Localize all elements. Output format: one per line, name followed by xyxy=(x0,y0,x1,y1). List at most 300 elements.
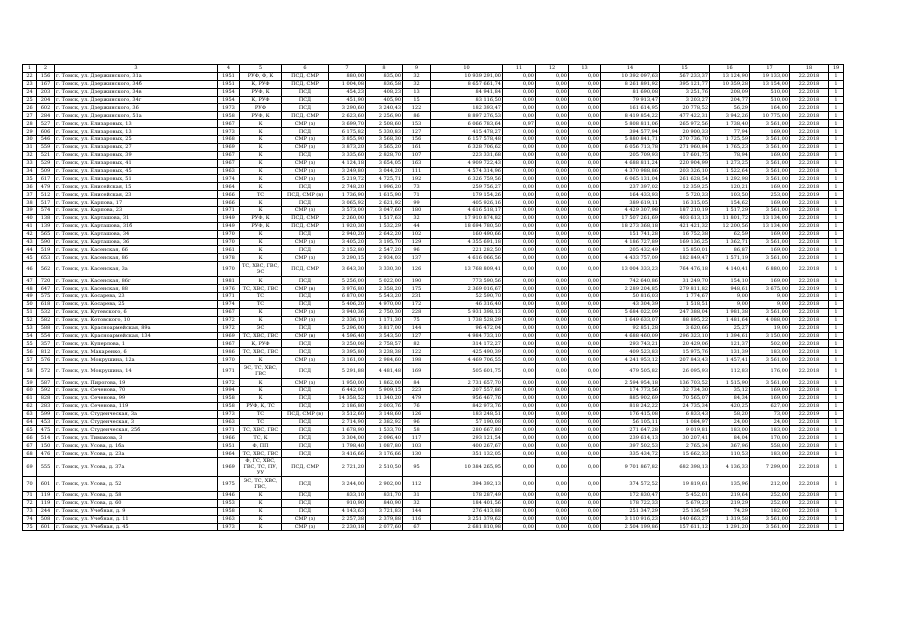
table-cell: 1 xyxy=(829,277,844,285)
table-row xyxy=(23,143,844,151)
table-cell: 1968 xyxy=(218,136,240,144)
table-cell: 5 296,00 xyxy=(329,324,366,332)
table-cell: 17 601,75 xyxy=(660,151,710,159)
table-cell: 475 xyxy=(37,426,55,434)
table-cell: 16 752,38 xyxy=(660,230,710,238)
table-cell: 198 xyxy=(403,356,431,364)
table-cell: 1 xyxy=(829,293,844,301)
table-cell: СМР (з) xyxy=(282,308,329,316)
table-cell: 405,90 xyxy=(366,96,403,104)
table-cell: 1 xyxy=(829,507,844,515)
table-cell: 1 xyxy=(829,104,844,112)
table-cell: 0,00 xyxy=(536,191,569,199)
table-cell: 58 xyxy=(23,364,37,379)
table-row xyxy=(23,207,844,215)
table-cell: 477 422,31 xyxy=(660,112,710,120)
table-row xyxy=(23,418,844,426)
table-cell: 13 004 333,23 xyxy=(601,262,660,277)
table-cell: 567 233,37 xyxy=(660,72,710,80)
table-cell: СМР (з) xyxy=(282,120,329,128)
table-cell: 1 950,00 xyxy=(329,379,366,387)
table-cell: 76 xyxy=(403,402,431,410)
table-cell: 0,00 xyxy=(569,254,601,262)
table-cell: 510,00 xyxy=(750,96,790,104)
table-cell: 1 649 633,07 xyxy=(601,316,660,324)
table-cell: 0,00 xyxy=(503,386,536,394)
table-cell: 52 xyxy=(23,316,37,324)
table-cell: 252,00 xyxy=(750,499,790,507)
table-cell: г. Томск, ул. Макаренко, 6 xyxy=(55,348,218,356)
table-cell: 52 590,70 xyxy=(431,293,503,301)
table-cell: 0,00 xyxy=(503,300,536,308)
table-cell: РУФ xyxy=(240,104,282,112)
table-cell: 69 xyxy=(23,457,37,476)
table-cell: 1 xyxy=(829,214,844,222)
table-cell: 0,00 xyxy=(536,300,569,308)
table-cell: 1 xyxy=(829,324,844,332)
table-cell: Ф, ГС, ХВС, ГВС, ТС, ПУ, УУ xyxy=(240,457,282,476)
table-cell: 0,00 xyxy=(503,426,536,434)
table-cell: 2 748,20 xyxy=(329,183,366,191)
table-cell: 16 315,05 xyxy=(660,199,710,207)
table-cell: 0,00 xyxy=(569,457,601,476)
table-cell: 0,00 xyxy=(503,143,536,151)
table-cell: 0,00 xyxy=(536,262,569,277)
table-cell: 13 xyxy=(403,88,431,96)
table-cell: 205 432,49 xyxy=(601,246,660,254)
table-cell: СМР (з) xyxy=(282,523,329,531)
table-cell: 2 902,00 xyxy=(366,476,403,491)
table-cell: 351 132,05 xyxy=(431,450,503,458)
table-cell: ТС xyxy=(240,293,282,301)
table-cell: 22.2018 xyxy=(790,515,829,523)
table-cell: 22 xyxy=(23,72,37,80)
table-cell: г. Томск, ул. Учебная, д. 45 xyxy=(55,523,218,531)
table-cell: РУФ, Ф, К xyxy=(240,72,282,80)
table-cell: 182,00 xyxy=(750,507,790,515)
table-cell: 22.2018 xyxy=(790,418,829,426)
table-cell: 0,00 xyxy=(569,308,601,316)
table-cell: 1994 xyxy=(218,386,240,394)
table-cell: 335 434,72 xyxy=(601,450,660,458)
table-cell: К xyxy=(240,316,282,324)
table-cell: 46 316,40 xyxy=(431,300,503,308)
table-cell: 119 xyxy=(37,491,55,499)
table-cell: 5 808 811,06 xyxy=(601,120,660,128)
table-cell: 9,00 xyxy=(710,293,750,301)
table-cell: ПСД xyxy=(282,386,329,394)
table-cell: 3 654,05 xyxy=(366,159,403,167)
table-cell: 1946 xyxy=(218,491,240,499)
table-cell: 1 xyxy=(829,394,844,402)
table-cell: 122 xyxy=(403,348,431,356)
table-cell: 1 xyxy=(829,80,844,88)
table-cell: 119 xyxy=(37,499,55,507)
table-cell: 172 830,47 xyxy=(601,491,660,499)
table-cell: 0,00 xyxy=(503,88,536,96)
table-cell: 164 433,93 xyxy=(601,191,660,199)
table-cell: 110,53 xyxy=(710,450,750,458)
table-cell: 1 774,67 xyxy=(660,293,710,301)
table-cell: 0,00 xyxy=(536,386,569,394)
table-cell: 606 xyxy=(37,128,55,136)
table-cell: 231 xyxy=(403,293,431,301)
table-cell: 0,00 xyxy=(503,199,536,207)
table-cell: 172 xyxy=(403,300,431,308)
table-cell: ПСД xyxy=(282,277,329,285)
table-cell: 509 xyxy=(37,167,55,175)
table-cell: 1 725,59 xyxy=(710,136,750,144)
table-cell: 833,10 xyxy=(329,491,366,499)
table-row xyxy=(23,277,844,285)
header-cell: 3 xyxy=(55,65,218,73)
table-cell: 50 xyxy=(23,300,37,308)
table-cell: 22.2018 xyxy=(790,159,829,167)
table-cell: К xyxy=(240,143,282,151)
table-cell: 17 910 874,82 xyxy=(431,214,503,222)
table-cell: 0,00 xyxy=(569,523,601,531)
table-cell: 56 xyxy=(23,348,37,356)
table-cell: 3 148,60 xyxy=(366,410,403,418)
table-row xyxy=(23,450,844,458)
table-cell: 0,00 xyxy=(503,136,536,144)
table-cell: 3 643,30 xyxy=(329,262,366,277)
table-cell: 0,00 xyxy=(569,418,601,426)
table-cell: 6 157 578,48 xyxy=(431,136,503,144)
table-cell: 1 738,40 xyxy=(710,120,750,128)
table-cell: 43 304,39 xyxy=(601,300,660,308)
table-cell: 2 940,20 xyxy=(329,230,366,238)
table-cell: 1 xyxy=(829,340,844,348)
table-cell: 0,00 xyxy=(536,476,569,491)
table-row xyxy=(23,324,844,332)
table-cell: 30 207,41 xyxy=(660,434,710,442)
table-cell: 3 335,60 xyxy=(329,151,366,159)
table-cell: 1 291,20 xyxy=(710,523,750,531)
table-cell: 559 xyxy=(37,143,55,151)
table-cell: 212,00 xyxy=(750,476,790,491)
table-cell: 20 429,06 xyxy=(660,340,710,348)
table-cell: 0,00 xyxy=(503,476,536,491)
table-cell: 0,00 xyxy=(503,214,536,222)
table-cell: 5 256,00 xyxy=(329,277,366,285)
table-row xyxy=(23,72,844,80)
table-cell: 420,25 xyxy=(710,402,750,410)
table-cell: 512 xyxy=(37,191,55,199)
table-cell: 773 590,56 xyxy=(431,277,503,285)
table-cell: 2 379,88 xyxy=(366,515,403,523)
table-cell: 54 xyxy=(23,332,37,340)
table-cell: 1 xyxy=(829,88,844,96)
table-cell: 1 xyxy=(829,96,844,104)
table-cell: 0,00 xyxy=(503,277,536,285)
table-cell: 169,00 xyxy=(750,230,790,238)
table-cell: 394 577,94 xyxy=(601,128,660,136)
table-cell: 3 250,08 xyxy=(329,340,366,348)
table-cell: 0,00 xyxy=(536,364,569,379)
table-cell: ПСД xyxy=(282,151,329,159)
table-cell: 1 798,40 xyxy=(329,442,366,450)
table-cell: 1 532,29 xyxy=(366,222,403,230)
table-cell: 835,00 xyxy=(366,72,403,80)
table-cell: 6 833,43 xyxy=(660,410,710,418)
table-cell: г. Томск, ул. Елизаровых, 51 xyxy=(55,175,218,183)
table-cell: 38 xyxy=(23,199,37,207)
table-cell: 23 xyxy=(23,80,37,88)
table-cell: 3 561,00 xyxy=(750,379,790,387)
table-cell: 0,00 xyxy=(569,222,601,230)
table-cell: 84,04 xyxy=(710,434,750,442)
table-row xyxy=(23,434,844,442)
table-cell: 357 xyxy=(37,340,55,348)
table-cell: 2 934,03 xyxy=(366,254,403,262)
table-cell: ПСД, СМР xyxy=(282,80,329,88)
table-cell: 0,00 xyxy=(569,499,601,507)
table-row xyxy=(23,308,844,316)
table-cell: 190 xyxy=(403,277,431,285)
table-cell: 5 022,00 xyxy=(366,277,403,285)
table-cell: 3 561,00 xyxy=(750,175,790,183)
table-cell: 13 134,00 xyxy=(750,222,790,230)
table-cell: 3 561,00 xyxy=(750,136,790,144)
table-cell: 31 249,70 xyxy=(660,277,710,285)
table-cell: К xyxy=(240,499,282,507)
table-cell: 1958 xyxy=(218,507,240,515)
table-cell: 22.2018 xyxy=(790,88,829,96)
table-row xyxy=(23,159,844,167)
table-cell: 2 256,90 xyxy=(366,112,403,120)
table-cell: г. Томск, ул. Дзержинского, 51а xyxy=(55,112,218,120)
table-cell: 4 688 460,09 xyxy=(601,332,660,340)
table-cell: 26 xyxy=(23,104,37,112)
table-cell: 74 xyxy=(23,515,37,523)
table-cell: 601 xyxy=(37,523,55,531)
table-cell: г. Томск, ул. Усова, д. 60 xyxy=(55,499,218,507)
table-cell: 0,00 xyxy=(536,104,569,112)
table-cell: 0,00 xyxy=(536,491,569,499)
table-cell: 527 xyxy=(37,120,55,128)
table-cell: 8 419 854,22 xyxy=(601,112,660,120)
table-cell: 47 xyxy=(23,277,37,285)
table-cell: 599 xyxy=(37,410,55,418)
table-cell: 3 561,00 xyxy=(750,143,790,151)
table-row xyxy=(23,183,844,191)
table-cell: 2 508,60 xyxy=(366,120,403,128)
table-cell: 3 561,00 xyxy=(750,308,790,316)
table-cell: г. Томск, ул. Енисейская, 23 xyxy=(55,191,218,199)
table-cell: 1966 xyxy=(218,199,240,207)
table-cell: 169,00 xyxy=(750,386,790,394)
table-cell: 2 714,90 xyxy=(329,418,366,426)
table-cell: 0,00 xyxy=(536,356,569,364)
table-cell: 271 647,28 xyxy=(601,426,660,434)
table-cell: 34 xyxy=(23,167,37,175)
header-cell: 4 xyxy=(218,65,240,73)
table-cell: 205 709,93 xyxy=(601,151,660,159)
table-row xyxy=(23,316,844,324)
table-row xyxy=(23,410,844,418)
table-cell: 0,00 xyxy=(536,340,569,348)
table-cell: 4 124,18 xyxy=(329,159,366,167)
table-cell: 514 xyxy=(37,434,55,442)
table-cell: 2 077,60 xyxy=(366,523,403,531)
table-cell: 22.2018 xyxy=(790,128,829,136)
table-cell: 32 734,30 xyxy=(660,386,710,394)
table-cell: 0,00 xyxy=(536,222,569,230)
table-cell: 178 722,33 xyxy=(601,499,660,507)
table-cell: ПСД xyxy=(282,394,329,402)
table-cell: 2 510,50 xyxy=(366,457,403,476)
table-cell: ЭС, ТС, ХВС, ГВС xyxy=(240,364,282,379)
table-cell: СМР (з) xyxy=(282,379,329,387)
table-cell: ПСД xyxy=(282,364,329,379)
table-cell: 0,00 xyxy=(536,230,569,238)
table-cell: 0,00 xyxy=(569,476,601,491)
table-cell: 45 xyxy=(23,254,37,262)
table-cell: 1949 xyxy=(218,214,240,222)
table-cell: 22.2018 xyxy=(790,167,829,175)
table-cell: ПСД xyxy=(282,230,329,238)
table-cell: г. Томск, ул. Касенская, 66 xyxy=(55,246,218,254)
table-cell: 2 621,92 xyxy=(366,199,403,207)
table-cell: 3 249,80 xyxy=(329,167,366,175)
table-cell: СМР (з) xyxy=(282,207,329,215)
table-cell: 3 855,90 xyxy=(329,136,366,144)
table-cell: 1976 xyxy=(218,285,240,293)
table-cell: 4 355 691,18 xyxy=(431,238,503,246)
table-cell: г. Томск, ул. Касенская, 86г xyxy=(55,277,218,285)
table-row xyxy=(23,262,844,277)
table-cell: 0,00 xyxy=(536,151,569,159)
table-cell: 22.2018 xyxy=(790,316,829,324)
table-cell: 1981 xyxy=(218,277,240,285)
table-cell: 22.2018 xyxy=(790,254,829,262)
table-cell: 161 614,95 xyxy=(601,104,660,112)
table-cell: 0,00 xyxy=(503,175,536,183)
table-cell: 587 xyxy=(37,379,55,387)
table-cell: 73 xyxy=(403,183,431,191)
table-cell: 121,37 xyxy=(710,340,750,348)
table-cell: 22.2018 xyxy=(790,402,829,410)
table-cell: 0,00 xyxy=(503,207,536,215)
table-cell: 0,00 xyxy=(569,159,601,167)
table-cell: 2 681 810,98 xyxy=(431,523,503,531)
table-row xyxy=(23,222,844,230)
table-cell: 103 xyxy=(403,442,431,450)
table-cell: 253,00 xyxy=(750,191,790,199)
table-cell: 15 xyxy=(403,96,431,104)
table-cell: 22.2019 xyxy=(790,285,829,293)
table-cell: 2 096,40 xyxy=(366,434,403,442)
table-cell: 1963 xyxy=(218,515,240,523)
table-cell: ТС xyxy=(240,418,282,426)
table-cell: 71 xyxy=(403,191,431,199)
table-cell: 1 xyxy=(829,300,844,308)
table-cell: РУФ, К xyxy=(240,222,282,230)
table-cell: 122 xyxy=(403,104,431,112)
register-table xyxy=(22,64,844,531)
table-cell: 3 244,00 xyxy=(329,476,366,491)
table-cell: ПСД xyxy=(282,426,329,434)
table-row xyxy=(23,332,844,340)
table-cell: 1966 xyxy=(218,191,240,199)
table-cell: 223 xyxy=(403,386,431,394)
table-cell: 0,00 xyxy=(569,324,601,332)
table-cell: СМР (з) xyxy=(282,515,329,523)
table-cell: 0,00 xyxy=(503,128,536,136)
table-cell: 46 xyxy=(23,262,37,277)
table-cell: 8 657 661,74 xyxy=(431,80,503,88)
table-cell: 0,00 xyxy=(569,332,601,340)
table-cell: 1 292,98 xyxy=(710,175,750,183)
table-cell: 956 467,76 xyxy=(431,394,503,402)
table-cell: 22.2018 xyxy=(790,96,829,104)
table-cell: К xyxy=(240,136,282,144)
table-cell: 0,00 xyxy=(503,285,536,293)
table-cell: 120,21 xyxy=(710,183,750,191)
table-cell: 2 369 016,67 xyxy=(431,285,503,293)
table-cell: 521 xyxy=(37,151,55,159)
table-cell: 3 176,66 xyxy=(366,450,403,458)
table-cell: г. Томск, ул. Дзержинского, 31а xyxy=(55,72,218,80)
table-cell: г. Томск, ул. Елизаровых, 13 xyxy=(55,120,218,128)
table-cell: 574 xyxy=(37,207,55,215)
table-cell: 1 457,41 xyxy=(710,356,750,364)
table-cell: 0,00 xyxy=(569,167,601,175)
table-cell: 4 370 988,86 xyxy=(601,167,660,175)
table-cell: 0,00 xyxy=(503,96,536,104)
table-cell: 4 469 706,55 xyxy=(431,356,503,364)
table-cell: 0,00 xyxy=(536,426,569,434)
table-cell: 22.2018 xyxy=(790,426,829,434)
table-cell: 9 701 867,82 xyxy=(601,457,660,476)
table-cell: 880,00 xyxy=(329,72,366,80)
table-cell: 22.2018 xyxy=(790,300,829,308)
table-cell: 1971 xyxy=(218,207,240,215)
table-row xyxy=(23,104,844,112)
table-cell: 0,00 xyxy=(503,442,536,450)
table-row xyxy=(23,476,844,491)
table-cell: 4 909 722,43 xyxy=(431,159,503,167)
table-cell: 0,00 xyxy=(536,128,569,136)
table-cell: 1963 xyxy=(218,418,240,426)
table-cell: 0,00 xyxy=(503,112,536,120)
table-cell: 0,00 xyxy=(569,72,601,80)
table-cell: 22.2018 xyxy=(790,293,829,301)
table-cell: 0,00 xyxy=(569,277,601,285)
table-cell: 131,39 xyxy=(710,348,750,356)
table-cell: 73,00 xyxy=(750,410,790,418)
table-cell: 1973 xyxy=(218,410,240,418)
table-cell: 53 xyxy=(23,324,37,332)
header-cell: 12 xyxy=(536,65,569,73)
table-cell: 86 xyxy=(403,112,431,120)
table-cell: г. Томск, ул. Касенская, 3а xyxy=(55,262,218,277)
table-cell: ПСД xyxy=(282,348,329,356)
table-cell: 102 xyxy=(403,230,431,238)
table-cell: 25 136,59 xyxy=(660,507,710,515)
table-cell: 22.2018 xyxy=(790,394,829,402)
table-cell: 154,10 xyxy=(710,277,750,285)
table-cell: 57 xyxy=(23,356,37,364)
table-cell: 20 900,33 xyxy=(660,128,710,136)
table-cell: 4 574 314,96 xyxy=(431,167,503,175)
table-cell: 138 xyxy=(37,214,55,222)
table-cell: 2 594 954,18 xyxy=(601,379,660,387)
table-row xyxy=(23,426,844,434)
table-cell: 0,00 xyxy=(503,402,536,410)
header-cell: 9 xyxy=(403,65,431,73)
